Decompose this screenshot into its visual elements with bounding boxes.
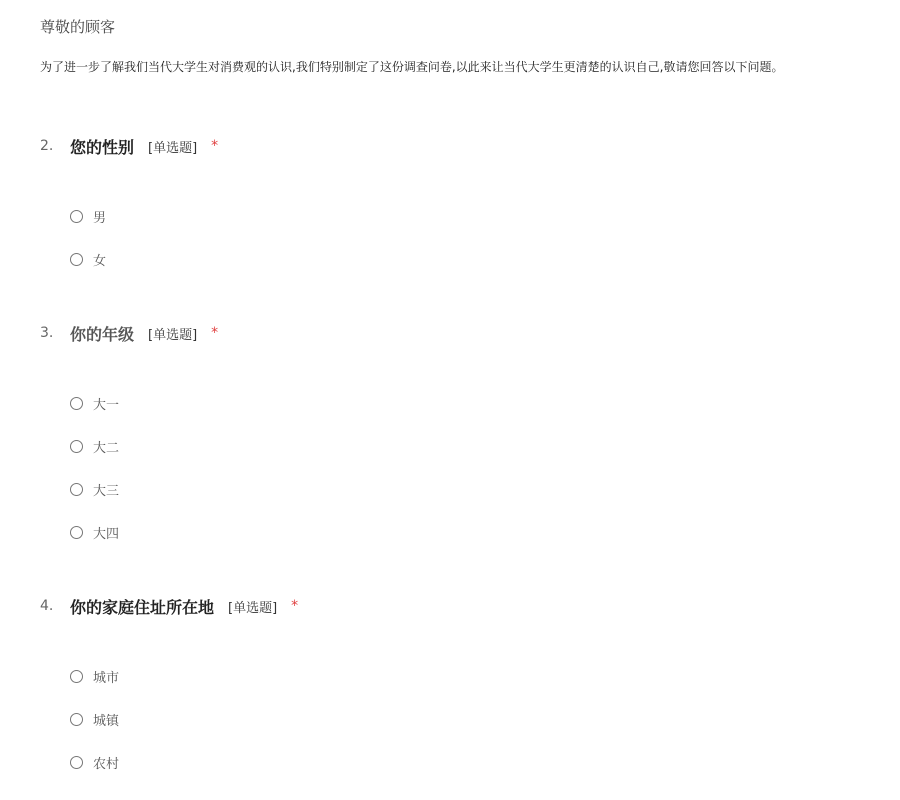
option-label: 男 <box>93 210 107 226</box>
question-title: 你的家庭住址所在地 <box>70 597 215 617</box>
radio-button[interactable] <box>70 253 83 266</box>
radio-button[interactable] <box>70 210 83 223</box>
option-label: 女 <box>93 253 107 269</box>
question-grade <box>40 321 860 542</box>
required-marker: * <box>211 138 219 154</box>
question-number: 4. <box>40 598 54 614</box>
greeting-heading: 尊敬的顾客 <box>40 18 116 36</box>
radio-button[interactable] <box>70 756 83 769</box>
question-title: 你的年级 <box>70 324 135 344</box>
question-type-tag: [单选题] <box>148 327 198 343</box>
option-label: 大二 <box>93 440 120 456</box>
question-home-location <box>40 594 860 772</box>
option-label: 大一 <box>93 397 120 413</box>
intro-text: 为了进一步了解我们当代大学生对消费观的认识,我们特别制定了这份调查问卷,以此来让当代大学生更清楚的认识自己,敬请您回答以下问题。 <box>40 60 784 74</box>
option-item[interactable] <box>70 436 119 456</box>
question-gender <box>40 134 860 269</box>
option-label: 大三 <box>93 483 120 499</box>
radio-button[interactable] <box>70 713 83 726</box>
question-header <box>40 134 860 158</box>
question-type-tag: [单选题] <box>148 140 198 156</box>
option-label: 城市 <box>93 670 120 686</box>
question-header <box>40 321 860 345</box>
option-item[interactable] <box>70 709 119 729</box>
radio-button[interactable] <box>70 483 83 496</box>
question-number: 3. <box>40 325 54 341</box>
option-item[interactable] <box>70 249 106 269</box>
option-item[interactable] <box>70 206 106 226</box>
question-title: 您的性别 <box>70 137 135 157</box>
radio-button[interactable] <box>70 670 83 683</box>
required-marker: * <box>211 325 219 341</box>
option-label: 城镇 <box>93 713 120 729</box>
radio-button[interactable] <box>70 440 83 453</box>
question-type-tag: [单选题] <box>228 600 278 616</box>
question-header <box>40 594 860 618</box>
option-label: 农村 <box>93 756 120 772</box>
option-label: 大四 <box>93 526 120 542</box>
option-item[interactable] <box>70 393 119 413</box>
option-item[interactable] <box>70 752 119 772</box>
radio-button[interactable] <box>70 397 83 410</box>
option-item[interactable] <box>70 666 119 686</box>
question-number: 2. <box>40 138 54 154</box>
required-marker: * <box>291 598 299 614</box>
radio-button[interactable] <box>70 526 83 539</box>
option-item[interactable] <box>70 479 119 499</box>
option-item[interactable] <box>70 522 119 542</box>
